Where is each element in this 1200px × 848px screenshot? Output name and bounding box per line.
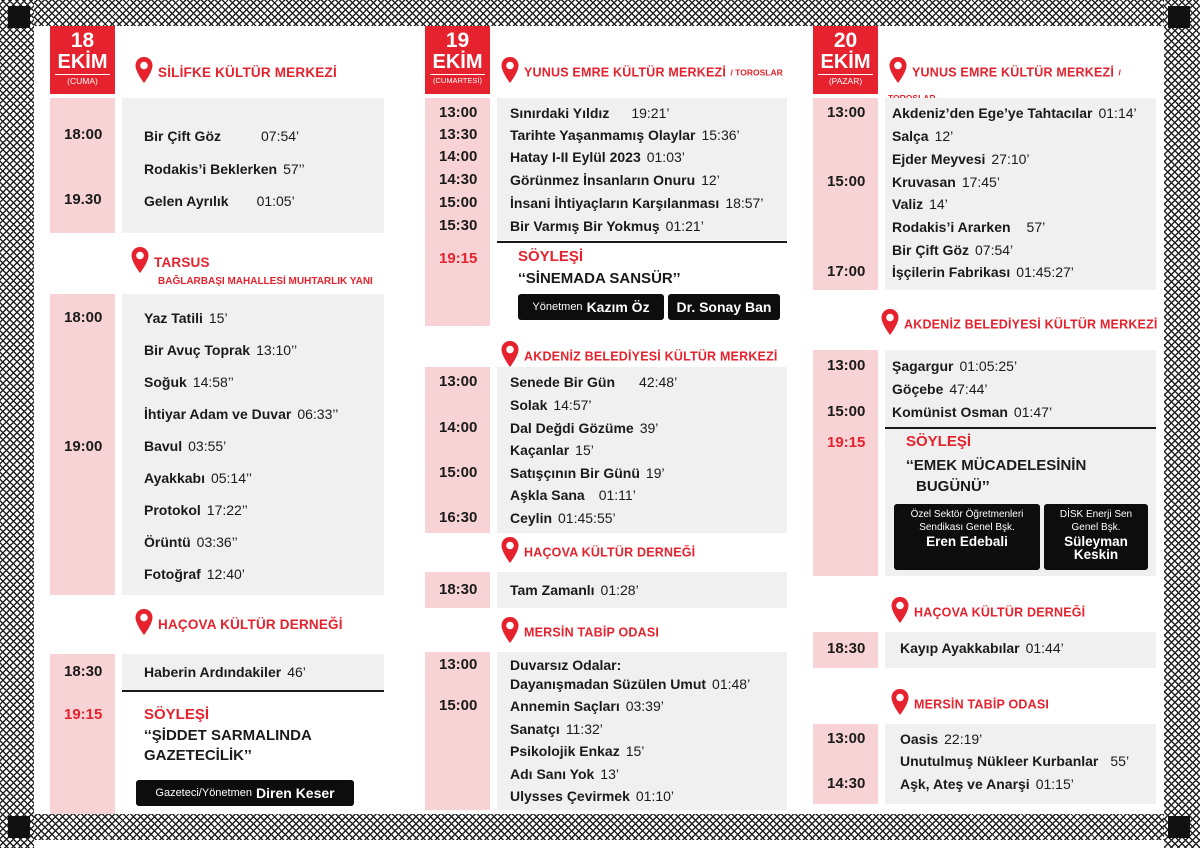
film-duration: 13’ (600, 766, 619, 782)
film-duration: 03:36’’ (196, 534, 238, 550)
speaker-badge (668, 294, 780, 320)
divider (497, 241, 787, 243)
divider (885, 427, 1156, 429)
location-pin-icon (500, 536, 520, 569)
film-entry (510, 195, 763, 211)
venue-header-mersin-tabip (500, 616, 659, 649)
film-duration: 01:05:25’ (959, 358, 1018, 374)
film-entry (510, 788, 674, 804)
film-duration: 42:48’ (639, 374, 678, 390)
film-entry (900, 776, 1074, 792)
film-title: Protokol (144, 502, 201, 518)
film-duration: 01:11’ (598, 487, 636, 503)
soylesi-title: ‘‘EMEK MÜCADELESİNİN (906, 457, 1087, 474)
day-month: EKİM (820, 51, 871, 73)
film-title: Ejder Meyvesi (892, 151, 986, 167)
film-title: Annemin Saçları (510, 698, 620, 714)
venue-name: MERSİN TABİP ODASI (524, 625, 660, 640)
film-title: Bir Avuç Toprak (144, 342, 251, 358)
time-slot: 15:00 (439, 464, 478, 481)
film-title: Valiz (892, 196, 924, 212)
film-entry (510, 698, 664, 714)
film-entry (144, 406, 338, 422)
film-title: Satışçının Bir Günü (510, 465, 640, 481)
film-title: Bir Varmış Bir Yokmuş (510, 218, 660, 234)
film-entry (892, 174, 1000, 190)
film-title: Yaz Tatili (144, 310, 203, 326)
speaker-name: Kazım Öz (586, 299, 650, 315)
border-right (1164, 0, 1200, 848)
time-slot: 15:00 (439, 194, 478, 211)
film-entry (144, 193, 295, 209)
venue-address: BAĞLARBAŞI MAHALLESİ MUHTARLIK YANI (158, 276, 373, 287)
venue-name: HAÇOVA KÜLTÜR DERNEĞİ (524, 545, 696, 560)
film-title: Dal Değdi Gözüme (510, 420, 634, 436)
soylesi-label: SÖYLEŞİ (518, 248, 584, 265)
speaker-name: Dr. Sonay Ban (676, 299, 772, 315)
speaker-badge (136, 780, 354, 806)
location-pin-icon (880, 308, 900, 341)
speaker-name: Süleyman Keskin (1064, 534, 1128, 562)
day-weekday: (PAZAR) (818, 74, 873, 87)
film-entry (892, 404, 1052, 420)
venue-name: YUNUS EMRE KÜLTÜR MERKEZİ (524, 65, 726, 80)
film-duration: 05:14’’ (210, 470, 252, 486)
film-title: Psikolojik Enkaz (510, 743, 620, 759)
venue-name: AKDENİZ BELEDİYESİ KÜLTÜR MERKEZİ (904, 317, 1158, 332)
soylesi-label: SÖYLEŞİ (144, 706, 210, 723)
time-slot: 17:00 (827, 263, 866, 280)
venue-header-tarsus (130, 246, 373, 287)
time-slot: 18:30 (827, 640, 866, 657)
location-pin-icon (890, 688, 910, 721)
film-duration: 39’ (639, 420, 659, 436)
film-title: Bir Çift Göz (144, 128, 221, 144)
speaker-role: Sendikası Genel Bşk. (919, 522, 1015, 533)
film-title: Kayıp Ayakkabılar (900, 640, 1020, 656)
film-entry (144, 342, 297, 358)
film-entry (510, 465, 665, 481)
film-entry (892, 381, 988, 397)
film-entry (144, 534, 238, 550)
program-page (34, 26, 1164, 814)
soylesi-title: ‘‘SİNEMADA SANSÜR’’ (518, 270, 681, 287)
film-entry (892, 128, 953, 144)
film-entry (900, 731, 982, 747)
venue-district: / (1118, 67, 1121, 78)
film-title: Rodakis’i Beklerken (144, 161, 278, 177)
day-number: 20 (833, 29, 858, 52)
film-title: Fotoğraf (144, 566, 201, 582)
film-entry (144, 161, 305, 177)
soylesi-title: ‘‘ŞİDDET SARMALINDA (144, 727, 312, 744)
film-duration: 01:45:27’ (1016, 264, 1074, 280)
day-header-19 (425, 26, 490, 94)
film-duration: 12’ (701, 172, 720, 188)
film-title: Ayakkabı (144, 470, 205, 486)
day-weekday: (CUMA) (55, 74, 110, 87)
film-entry (510, 743, 644, 759)
time-slot: 19:15 (64, 706, 103, 723)
film-entry (510, 766, 619, 782)
time-slot: 19:00 (64, 438, 103, 455)
film-entry (144, 566, 245, 582)
venue-name: HAÇOVA KÜLTÜR DERNEĞİ (158, 617, 343, 632)
speaker-name: Diren Keser (256, 785, 335, 801)
location-pin-icon (500, 616, 520, 649)
film-entry (510, 127, 740, 143)
film-duration: 17:22’’ (206, 502, 248, 518)
time-slot: 19:15 (439, 250, 478, 267)
film-entry (892, 242, 1013, 258)
film-list (885, 98, 1156, 290)
speaker-name: Eren Edebali (926, 534, 1008, 549)
film-title: Bir Çift Göz (892, 242, 969, 258)
film-duration: 19:21’ (631, 105, 670, 121)
film-entry (892, 105, 1137, 121)
film-title: Adı Sanı Yok (510, 766, 595, 782)
divider (122, 690, 384, 692)
venue-name: HAÇOVA KÜLTÜR DERNEĞİ (914, 605, 1086, 620)
time-slot: 18:30 (64, 663, 103, 680)
venue-header-hacova (890, 596, 1085, 629)
film-duration: 15’ (575, 442, 594, 458)
film-title: İşçilerin Fabrikası (892, 264, 1011, 280)
film-title: Şagargur (892, 358, 954, 374)
film-duration: 01:21’ (665, 218, 704, 234)
time-slot: 18:00 (64, 309, 103, 326)
film-title: Göçebe (892, 381, 944, 397)
film-title: Komünist Osman (892, 404, 1008, 420)
day-month: EKİM (57, 51, 108, 73)
day-header-18 (50, 26, 115, 94)
film-entry (144, 664, 306, 680)
film-entry (900, 640, 1064, 656)
film-duration: 15’ (208, 310, 228, 326)
film-title: Oasis (900, 731, 939, 747)
venue-name: TARSUS (154, 255, 210, 270)
film-title: Soğuk (144, 374, 187, 390)
day-weekday: (CUMARTESİ) (430, 74, 485, 87)
speaker-role: DİSK Enerji Sen (1059, 509, 1133, 520)
time-slot: 18:30 (439, 581, 478, 598)
venue-header-mersin-tabip (890, 688, 1049, 721)
speaker-role: Genel Bşk. (1071, 522, 1121, 533)
film-entry (892, 196, 948, 212)
location-pin-icon (890, 596, 910, 629)
time-column (813, 98, 878, 290)
speaker-badge (1044, 504, 1148, 570)
film-duration: 47:44’ (949, 381, 988, 397)
border-left (0, 0, 34, 848)
film-duration: 01:28’ (600, 582, 639, 598)
film-entry (510, 487, 636, 503)
film-entry (144, 438, 226, 454)
corner-mark (1168, 6, 1190, 28)
film-duration: 14’ (929, 196, 948, 212)
time-slot: 19.30 (64, 191, 102, 208)
time-slot: 18:00 (64, 126, 103, 143)
film-duration: 12:40’ (206, 566, 245, 582)
corner-mark (8, 6, 30, 28)
film-title: Görünmez İnsanların Onuru (510, 172, 696, 188)
film-title: Ceylin (510, 510, 553, 526)
time-slot: 13:00 (439, 373, 478, 390)
film-entry (510, 676, 750, 692)
film-duration: 14:58’’ (192, 374, 234, 390)
film-entry (900, 753, 1129, 769)
film-duration: 19’ (645, 465, 665, 481)
time-slot: 13:00 (439, 656, 478, 673)
film-title: Tam Zamanlı (510, 582, 595, 598)
day-month: EKİM (432, 51, 483, 73)
location-pin-icon (888, 56, 908, 89)
time-slot: 14:00 (439, 419, 478, 436)
film-duration: 46’ (287, 664, 306, 680)
film-entry (510, 657, 621, 673)
venue-header-hacova (134, 608, 343, 641)
film-duration: 57’ (1026, 219, 1046, 235)
time-slot: 14:00 (439, 148, 478, 165)
time-slot: 13:00 (439, 104, 478, 121)
film-entry (144, 470, 252, 486)
film-entry (510, 105, 669, 121)
film-entry (892, 151, 1030, 167)
film-entry (510, 510, 616, 526)
film-title: Solak (510, 397, 548, 413)
venue-district: / TOROSLAR (730, 67, 783, 78)
film-entry (510, 442, 594, 458)
soylesi-label: SÖYLEŞİ (906, 433, 972, 450)
film-duration: 17:45’ (961, 174, 1000, 190)
film-title: Tarihte Yaşanmamış Olaylar (510, 127, 696, 143)
film-title: Salça (892, 128, 929, 144)
venue-name: MERSİN TABİP ODASI (914, 697, 1050, 712)
film-entry (510, 149, 685, 165)
film-title: Aşkla Sana (510, 487, 585, 503)
film-duration: 01:03’ (646, 149, 685, 165)
film-duration: 06:33’’ (297, 406, 339, 422)
film-duration: 18:57’ (725, 195, 764, 211)
film-duration: 01:15’ (1035, 776, 1074, 792)
film-title: Kruvasan (892, 174, 956, 190)
border-bottom (0, 814, 1200, 840)
time-column (425, 652, 490, 810)
speaker-role: Özel Sektör Öğretmenleri (910, 509, 1024, 520)
venue-header-silifke (134, 56, 337, 89)
film-entry (144, 128, 299, 144)
film-title: Gelen Ayrılık (144, 193, 229, 209)
film-title: Kaçanlar (510, 442, 570, 458)
film-title: Unutulmuş Nükleer Kurbanlar (900, 753, 1099, 769)
film-title: Bavul (144, 438, 183, 454)
film-duration: 03:55’ (188, 438, 227, 454)
day-header-20 (813, 26, 878, 94)
speaker-badge (894, 504, 1040, 570)
film-duration: 07:54’ (261, 128, 300, 144)
speaker-role: Gazeteci/Yönetmen (155, 787, 253, 799)
venue-name: SİLİFKE KÜLTÜR MERKEZİ (158, 65, 337, 80)
venue-name: YUNUS EMRE KÜLTÜR MERKEZİ (912, 65, 1114, 80)
film-entry (510, 420, 658, 436)
film-duration: 55’ (1110, 753, 1130, 769)
time-slot: 15:00 (827, 173, 866, 190)
film-duration: 03:39’ (625, 698, 664, 714)
time-slot: 13:00 (827, 730, 866, 747)
time-slot: 19:15 (827, 434, 866, 451)
film-duration: 01:48’ (712, 676, 751, 692)
film-entry (144, 502, 248, 518)
film-title: Ulysses Çevirmek (510, 788, 630, 804)
film-title: İnsani İhtiyaçların Karşılanması (510, 195, 720, 211)
venue-header-hacova (500, 536, 695, 569)
soylesi-title: BUGÜNÜ’’ (916, 478, 990, 495)
film-title: Senede Bir Gün (510, 374, 616, 390)
film-entry (510, 582, 639, 598)
film-title: Aşk, Ateş ve Anarşi (900, 776, 1030, 792)
location-pin-icon (500, 56, 520, 89)
time-slot: 14:30 (439, 171, 478, 188)
film-duration: 01:45:55’ (558, 510, 616, 526)
time-slot: 15:00 (439, 697, 478, 714)
venue-header-akdeniz (880, 308, 1158, 341)
speaker-badge (518, 294, 664, 320)
film-duration: 01:10’ (635, 788, 675, 804)
film-title: Sanatçı (510, 721, 560, 737)
film-duration: 57’’ (283, 161, 305, 177)
film-duration: 14:57’ (553, 397, 592, 413)
film-duration: 07:54’ (975, 242, 1014, 258)
film-duration: 01:47’ (1013, 404, 1053, 420)
film-entry (144, 310, 228, 326)
film-duration: 01:05’ (256, 193, 295, 209)
film-duration: 22:19’ (944, 731, 983, 747)
time-slot: 15:30 (439, 217, 478, 234)
film-entry (892, 219, 1045, 235)
film-entry (510, 172, 720, 188)
time-column (813, 350, 878, 576)
film-title: Akdeniz’den Ege’ye Tahtacılar (892, 105, 1093, 121)
venue-header-yunus-emre (500, 56, 783, 89)
film-duration: 11:32’ (565, 721, 603, 737)
film-title: İhtiyar Adam ve Duvar (144, 406, 292, 422)
film-duration: 12’ (934, 128, 954, 144)
film-title: Sınırdaki Yıldız (510, 105, 610, 121)
corner-mark (8, 816, 30, 838)
film-title: Hatay I-II Eylül 2023 (510, 149, 641, 165)
film-entry (892, 358, 1017, 374)
location-pin-icon (134, 56, 154, 89)
day-number: 18 (70, 29, 95, 52)
film-title: Haberin Ardındakiler (144, 664, 282, 680)
border-top (0, 0, 1200, 26)
venue-name: AKDENİZ BELEDİYESİ KÜLTÜR MERKEZİ (524, 349, 778, 364)
film-duration: 15’ (625, 743, 645, 759)
time-slot: 16:30 (439, 509, 478, 526)
film-entry (510, 218, 704, 234)
film-duration: 13:10’’ (256, 342, 298, 358)
film-duration: 01:44’ (1025, 640, 1064, 656)
location-pin-icon (134, 608, 154, 641)
film-duration: 01:14’ (1098, 105, 1137, 121)
time-slot: 13:30 (439, 126, 478, 143)
time-slot: 13:00 (827, 104, 866, 121)
film-entry (510, 721, 603, 737)
time-column (50, 98, 115, 233)
time-slot: 15:00 (827, 403, 866, 420)
film-title: Duvarsız Odalar: (510, 657, 622, 673)
film-entry (510, 397, 592, 413)
film-duration: 27:10’ (991, 151, 1030, 167)
film-entry (144, 374, 234, 390)
film-entry (892, 264, 1074, 280)
film-title: Dayanışmadan Süzülen Umut (510, 676, 707, 692)
day-number: 19 (445, 29, 470, 52)
corner-mark (1168, 816, 1190, 838)
speaker-role: Yönetmen (532, 301, 583, 313)
film-title: Örüntü (144, 534, 191, 550)
film-entry (510, 374, 677, 390)
film-duration: 15:36’ (701, 127, 740, 143)
soylesi-title: GAZETECİLİK’’ (144, 747, 252, 764)
time-slot: 13:00 (827, 357, 866, 374)
time-slot: 14:30 (827, 775, 866, 792)
location-pin-icon (130, 246, 150, 279)
film-title: Rodakis’i Ararken (892, 219, 1011, 235)
